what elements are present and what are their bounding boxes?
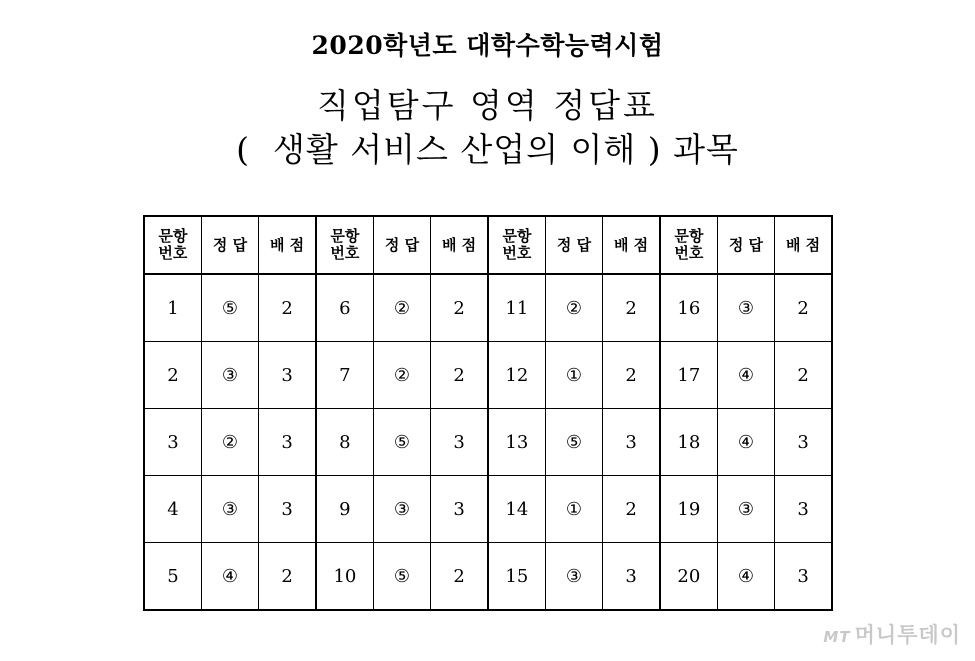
watermark-text: 머니투데이 [854, 623, 961, 647]
question-number: 12 [488, 342, 545, 409]
question-number: 13 [488, 409, 545, 476]
score-cell: 2 [603, 476, 660, 543]
score-cell: 3 [603, 543, 660, 611]
answer-cell: ④ [717, 342, 774, 409]
answer-cell: ③ [373, 476, 430, 543]
score-cell: 2 [603, 274, 660, 342]
header-answer: 정 답 [373, 216, 430, 274]
header-number-line2: 번호 [330, 244, 360, 262]
header-number [660, 216, 717, 274]
header-number-line2: 번호 [158, 244, 188, 262]
question-number: 16 [660, 274, 717, 342]
answer-cell: ② [545, 274, 602, 342]
question-number: 7 [316, 342, 373, 409]
answer-cell: ⑤ [373, 543, 430, 611]
question-number: 11 [488, 274, 545, 342]
answer-cell: ⑤ [545, 409, 602, 476]
question-number: 14 [488, 476, 545, 543]
question-number: 3 [144, 409, 201, 476]
score-cell: 2 [775, 274, 832, 342]
question-number: 18 [660, 409, 717, 476]
answer-cell: ③ [717, 476, 774, 543]
question-number: 10 [316, 543, 373, 611]
header-number [144, 216, 201, 274]
table-row [144, 543, 832, 611]
table-row [144, 409, 832, 476]
answer-cell: ④ [717, 543, 774, 611]
header-score: 배 점 [775, 216, 832, 274]
question-number: 1 [144, 274, 201, 342]
score-cell: 2 [603, 342, 660, 409]
answer-cell: ① [545, 342, 602, 409]
question-number: 17 [660, 342, 717, 409]
header-number-line1: 문항 [158, 227, 188, 245]
score-cell: 3 [259, 409, 316, 476]
score-cell: 3 [431, 476, 488, 543]
header-number [488, 216, 545, 274]
header-number-line2: 번호 [674, 244, 704, 262]
question-number: 19 [660, 476, 717, 543]
answer-cell: ④ [201, 543, 258, 611]
question-number: 15 [488, 543, 545, 611]
answer-table [143, 215, 833, 611]
table-row [144, 342, 832, 409]
score-cell: 3 [259, 342, 316, 409]
header-score: 배 점 [603, 216, 660, 274]
header-number-line1: 문항 [502, 227, 532, 245]
header-score: 배 점 [259, 216, 316, 274]
answer-cell: ③ [717, 274, 774, 342]
score-cell: 2 [259, 274, 316, 342]
score-cell: 2 [431, 543, 488, 611]
question-number: 9 [316, 476, 373, 543]
score-cell: 2 [431, 274, 488, 342]
subject-title: ( 생활 서비스 산업의 이해 ) 과목 [236, 130, 739, 169]
table-row [144, 274, 832, 342]
score-cell: 3 [431, 409, 488, 476]
score-cell: 3 [775, 543, 832, 611]
header-answer: 정 답 [201, 216, 258, 274]
answer-cell: ② [373, 342, 430, 409]
question-number: 6 [316, 274, 373, 342]
question-number: 2 [144, 342, 201, 409]
watermark [823, 619, 961, 649]
header-score: 배 점 [431, 216, 488, 274]
answer-cell: ② [201, 409, 258, 476]
score-cell: 2 [259, 543, 316, 611]
answer-cell: ③ [201, 476, 258, 543]
score-cell: 2 [431, 342, 488, 409]
answer-cell: ④ [717, 409, 774, 476]
question-number: 8 [316, 409, 373, 476]
exam-subtitle: 2020학년도 대학수학능력시험 [311, 31, 664, 60]
score-cell: 3 [775, 409, 832, 476]
score-cell: 2 [775, 342, 832, 409]
answer-cell: ③ [545, 543, 602, 611]
answer-cell: ⑤ [373, 409, 430, 476]
table-header-row [144, 216, 832, 274]
score-cell: 3 [775, 476, 832, 543]
score-cell: 3 [603, 409, 660, 476]
answer-cell: ① [545, 476, 602, 543]
question-number: 5 [144, 543, 201, 611]
table-body [144, 274, 832, 610]
answer-cell: ② [373, 274, 430, 342]
page-title: 직업탐구 영역 정답표 [317, 86, 658, 125]
header-number-line1: 문항 [330, 227, 360, 245]
score-cell: 3 [259, 476, 316, 543]
header-number-line1: 문항 [674, 227, 704, 245]
header-number-line2: 번호 [502, 244, 532, 262]
question-number: 20 [660, 543, 717, 611]
question-number: 4 [144, 476, 201, 543]
header-number [316, 216, 373, 274]
answer-cell: ⑤ [201, 274, 258, 342]
table-row [144, 476, 832, 543]
watermark-logo: MT [823, 628, 851, 646]
answer-cell: ③ [201, 342, 258, 409]
header-answer: 정 답 [717, 216, 774, 274]
header-answer: 정 답 [545, 216, 602, 274]
